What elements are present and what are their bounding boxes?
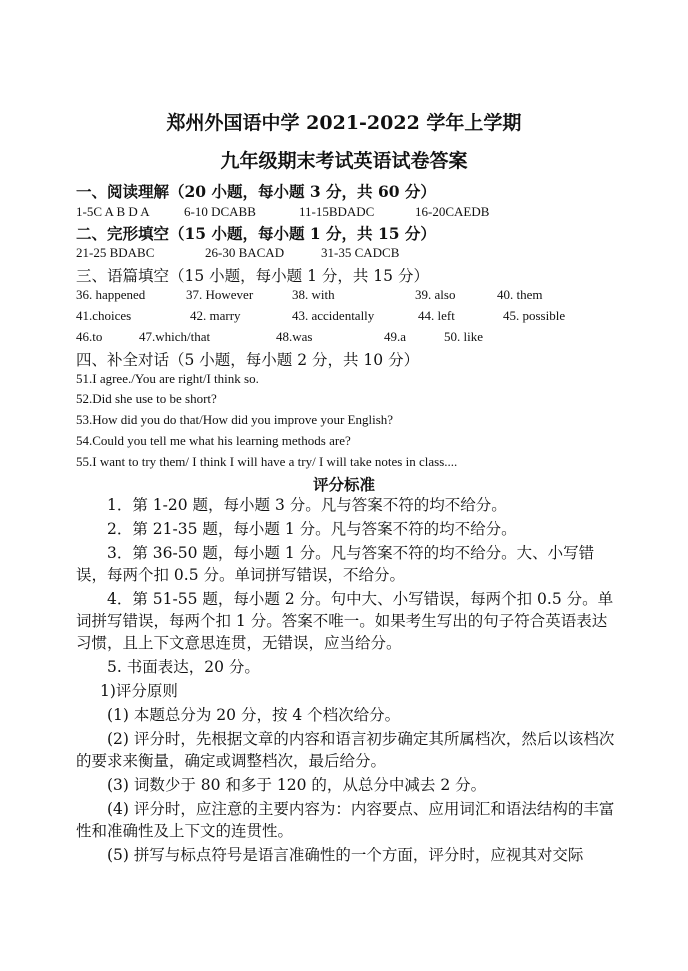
scoring-principles-heading: 1)评分原则 bbox=[100, 682, 178, 700]
section3-answer: 38. with bbox=[292, 287, 335, 302]
section3-answer: 40. them bbox=[497, 287, 543, 302]
section3-answer: 46.to bbox=[76, 329, 103, 344]
section3-answer: 36. happened bbox=[76, 287, 146, 302]
scoring-principle: (2) 评分时，先根据文章的内容和语言初步确定其所属档次，然后以该档次的要求来衡量，确定或调整档次，最后给分。 bbox=[76, 730, 615, 770]
section3-answer: 44. left bbox=[418, 308, 455, 323]
section3-answer: 45. possible bbox=[503, 308, 566, 323]
section3-answer: 43. accidentally bbox=[292, 308, 375, 323]
section4-answer: 52.Did she use to be short? bbox=[76, 391, 217, 406]
section3-answer: 48.was bbox=[276, 329, 313, 344]
section3-heading: 三、语篇填空（15 小题，每小题 1 分，共 15 分） bbox=[76, 267, 429, 285]
section4-answer: 51.I agree./You are right/I think so. bbox=[76, 371, 259, 386]
section3-answer: 41.choices bbox=[76, 308, 132, 323]
section2-answer: 31-35 CADCB bbox=[321, 245, 400, 260]
section1-answer: 16-20CAEDB bbox=[415, 204, 490, 219]
section1-answer: 6-10 DCABB bbox=[184, 204, 256, 219]
criteria-item: 5. 书面表达，20 分。 bbox=[107, 658, 260, 676]
criteria-item: 2．第 21-35 题，每小题 1 分。凡与答案不符的均不给分。 bbox=[107, 520, 517, 538]
section3-answer: 37. However bbox=[186, 287, 254, 302]
section2-heading: 二、完形填空（15 小题，每小题 1 分，共 15 分） bbox=[76, 224, 436, 243]
criteria-item: 3．第 36-50 题，每小题 1 分。凡与答案不符的均不给分。大、小写错误，每两个扣 0.5 分。单词拼写错误，不给分。 bbox=[76, 544, 595, 584]
page-title-line2: 九年级期末考试英语试卷答案 bbox=[220, 150, 468, 172]
section3-answer: 42. marry bbox=[190, 308, 241, 323]
scoring-principle: (1) 本题总分为 20 分，按 4 个档次给分。 bbox=[107, 706, 401, 724]
section2-answer: 21-25 BDABC bbox=[76, 245, 155, 260]
criteria-item: 4．第 51-55 题，每小题 2 分。句中大、小写错误，每两个扣 0.5 分。单词拼写错误，每两个扣 1 分。答案不唯一。如果考生写出的句子符合英语表达习惯，且上下文意思连贯，无错误，应当给分。 bbox=[76, 590, 614, 652]
section1-answer: 11-15BDADC bbox=[299, 204, 375, 219]
section4-answer: 53.How did you do that/How did you improve your English? bbox=[76, 412, 394, 427]
section4-heading: 四、补全对话（5 小题，每小题 2 分，共 10 分） bbox=[76, 351, 420, 369]
section1-heading: 一、阅读理解（20 小题，每小题 3 分，共 60 分） bbox=[76, 182, 436, 201]
scoring-principle: (3) 词数少于 80 和多于 120 的，从总分中减去 2 分。 bbox=[107, 776, 487, 794]
section3-answer: 49.a bbox=[384, 329, 407, 344]
section2-answer: 26-30 BACAD bbox=[205, 245, 285, 260]
section4-answer: 55.I want to try them/ I think I will have a try/ I will take notes in class.... bbox=[76, 454, 458, 469]
section4-answer: 54.Could you tell me what his learning methods are? bbox=[76, 433, 351, 448]
scoring-principle: (5) 拼写与标点符号是语言准确性的一个方面，评分时，应视其对交际 bbox=[107, 846, 584, 864]
section3-answer: 47.which/that bbox=[139, 329, 211, 344]
section3-answer: 50. like bbox=[444, 329, 483, 344]
criteria-body bbox=[76, 494, 616, 866]
section1-answer: 1-5C A B D A bbox=[76, 204, 150, 219]
scoring-principle: (4) 评分时，应注意的主要内容为：内容要点、应用词汇和语法结构的丰富性和准确性及上下文的连贯性。 bbox=[76, 800, 615, 840]
criteria-item: 1．第 1-20 题，每小题 3 分。凡与答案不符的均不给分。 bbox=[107, 496, 507, 514]
page-title-line1: 郑州外国语中学 2021-2022 学年上学期 bbox=[166, 112, 522, 134]
criteria-heading: 评分标准 bbox=[312, 475, 375, 494]
section3-answer: 39. also bbox=[415, 287, 456, 302]
